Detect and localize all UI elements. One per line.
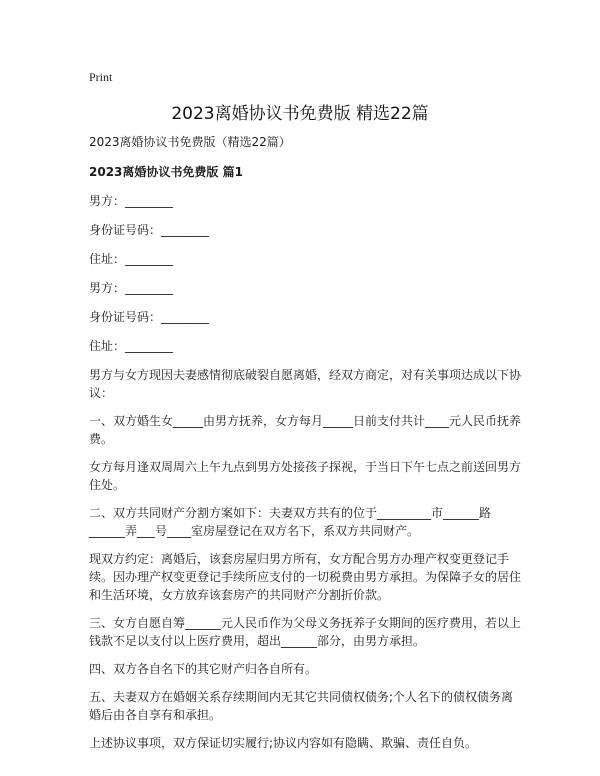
field-second-party-name: 男方：________	[89, 281, 174, 295]
paragraph-clause-3-medical: 三、女方自愿自筹______元人民币作为父母义务抚养子女期间的医疗费用，若以上钱款不足以支付以上医疗费用，超出______部分，由男方承担。	[89, 616, 522, 648]
field-male-address: 住址：________	[89, 252, 174, 266]
document-subtitle: 2023离婚协议书免费版（精选22篇）	[89, 135, 291, 149]
document-body	[89, 133, 521, 762]
paragraph-property-agreement: 现双方约定：离婚后，该套房屋归男方所有，女方配合男方办理产权变更登记手续。因办理产权变更登记手续所应支付的一切税费由男方承担。为保障子女的居住和生活环境，女方放弃该套房产的共同财产分割折价款。	[89, 552, 522, 602]
page-title: 2023离婚协议书免费版 精选22篇	[171, 104, 429, 124]
field-second-party-id-number: 身份证号码：________	[89, 310, 210, 324]
paragraph-clause-2-property: 二、双方共同财产分割方案如下：夫妻双方共有的位于_________市______路______弄___号____室房屋登记在双方名下，系双方共同财产。	[89, 506, 492, 538]
section-heading: 2023离婚协议书免费版 篇1	[89, 165, 243, 179]
paragraph-clause-4-other-property: 四、双方各自名下的其它财产归各自所有。	[89, 662, 318, 676]
paragraph-guarantee: 上述协议事项，双方保证切实履行;协议内容如有隐瞒、欺骗、责任自负。	[89, 736, 478, 750]
print-link[interactable]: Print	[89, 70, 113, 84]
paragraph-clause-1-custody: 一、双方婚生女_____由男方抚养，女方每月_____日前支付共计____元人民币抚养费。	[89, 414, 522, 446]
paragraph-clause-5-debts: 五、夫妻双方在婚姻关系存续期间内无其它共同债权债务;个人名下的债权债务离婚后由各自享有和承担。	[89, 690, 514, 722]
paragraph-intro: 男方与女方现因夫妻感情彻底破裂自愿离婚，经双方商定，对有关事项达成以下协议：	[89, 368, 522, 400]
field-male-id-number: 身份证号码：________	[89, 223, 210, 237]
paragraph-visitation: 女方每月逢双周周六上午九点到男方处接孩子探视，于当日下午七点之前送回男方住处。	[89, 460, 522, 492]
field-male-name: 男方：________	[89, 194, 174, 208]
field-second-party-address: 住址：________	[89, 339, 174, 353]
